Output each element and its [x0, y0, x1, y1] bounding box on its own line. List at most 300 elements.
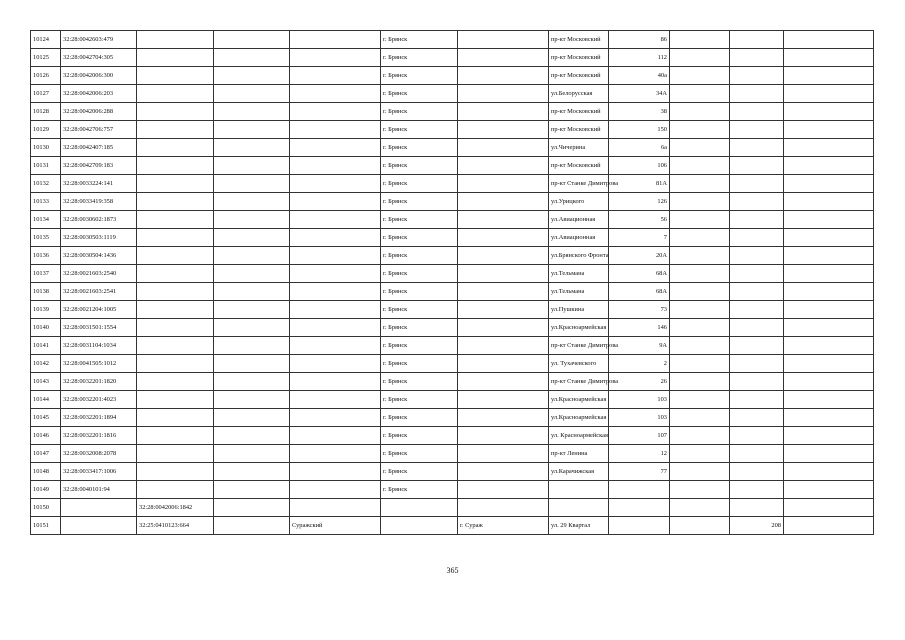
cell-settlement — [458, 193, 549, 211]
cell-cad: 32:28:0042603:479 — [61, 31, 137, 49]
cell-cad2 — [137, 31, 214, 49]
cell-district — [290, 193, 381, 211]
cell-house: 68А — [609, 283, 670, 301]
cell-empty — [784, 193, 874, 211]
table-row — [31, 157, 874, 175]
cell-cad2 — [137, 391, 214, 409]
cell-cad2 — [137, 301, 214, 319]
cell-cad: 32:28:0033419:358 — [61, 193, 137, 211]
cell-house: 106 — [609, 157, 670, 175]
cell-settlement — [458, 175, 549, 193]
cell-extra — [730, 85, 784, 103]
cell-settlement — [458, 409, 549, 427]
cell-empty — [670, 481, 730, 499]
cell-empty — [784, 31, 874, 49]
cell-cad2 — [137, 85, 214, 103]
cell-empty — [214, 463, 290, 481]
cell-cad: 32:28:0030504:1436 — [61, 247, 137, 265]
cell-cad: 32:28:0042407:185 — [61, 139, 137, 157]
cell-extra: 208 — [730, 517, 784, 535]
cell-extra — [730, 391, 784, 409]
cell-street: пр-кт Московский — [549, 49, 609, 67]
cell-city: г. Брянск — [381, 67, 458, 85]
cell-cad2 — [137, 157, 214, 175]
cell-empty — [784, 67, 874, 85]
cell-empty — [784, 175, 874, 193]
cell-extra — [730, 193, 784, 211]
cell-cad2 — [137, 139, 214, 157]
cell-cad: 32:28:0041505:1012 — [61, 355, 137, 373]
cell-empty — [670, 265, 730, 283]
cell-district — [290, 355, 381, 373]
table-row — [31, 481, 874, 499]
table-row — [31, 499, 874, 517]
cell-empty — [214, 103, 290, 121]
table-row — [31, 31, 874, 49]
cell-house: 6а — [609, 139, 670, 157]
cell-district — [290, 445, 381, 463]
cell-n: 10131 — [31, 157, 61, 175]
cell-house: 9А — [609, 337, 670, 355]
cell-settlement — [458, 67, 549, 85]
cell-empty — [784, 103, 874, 121]
cell-empty — [784, 355, 874, 373]
cell-house: 2 — [609, 355, 670, 373]
cell-extra — [730, 175, 784, 193]
cell-street: пр-кт Станке Димитрова — [549, 337, 609, 355]
cell-cad2 — [137, 193, 214, 211]
cell-empty — [670, 103, 730, 121]
cell-empty — [214, 247, 290, 265]
cell-cad: 32:28:0031104:1034 — [61, 337, 137, 355]
cell-district — [290, 211, 381, 229]
cell-extra — [730, 49, 784, 67]
cell-extra — [730, 355, 784, 373]
cell-district — [290, 283, 381, 301]
cell-city: г. Брянск — [381, 247, 458, 265]
cell-cad: 32:28:0033224:141 — [61, 175, 137, 193]
cell-street: ул. Тухачевского — [549, 355, 609, 373]
cell-house: 68А — [609, 265, 670, 283]
cell-cad: 32:28:0032201:1894 — [61, 409, 137, 427]
cell-cad2 — [137, 103, 214, 121]
cell-house: 146 — [609, 319, 670, 337]
cell-extra — [730, 301, 784, 319]
cell-extra — [730, 229, 784, 247]
cell-settlement — [458, 103, 549, 121]
cell-extra — [730, 265, 784, 283]
cell-n: 10137 — [31, 265, 61, 283]
cell-empty — [784, 157, 874, 175]
cell-cad2 — [137, 121, 214, 139]
cell-empty — [784, 373, 874, 391]
cell-cad: 32:28:0032201:1820 — [61, 373, 137, 391]
cell-settlement — [458, 211, 549, 229]
cell-city: г. Брянск — [381, 355, 458, 373]
cell-cad: 32:28:0040101:94 — [61, 481, 137, 499]
table-row — [31, 373, 874, 391]
cell-settlement — [458, 373, 549, 391]
cell-empty — [784, 49, 874, 67]
cell-city: г. Брянск — [381, 445, 458, 463]
cell-house — [609, 499, 670, 517]
cell-house: 77 — [609, 463, 670, 481]
cell-cad: 32:28:0042704:305 — [61, 49, 137, 67]
cell-settlement — [458, 265, 549, 283]
cell-n: 10144 — [31, 391, 61, 409]
cell-district — [290, 139, 381, 157]
table-row — [31, 85, 874, 103]
cell-cad: 32:28:0030602:1873 — [61, 211, 137, 229]
cell-house: 126 — [609, 193, 670, 211]
cell-extra — [730, 211, 784, 229]
cell-settlement — [458, 355, 549, 373]
cell-settlement — [458, 301, 549, 319]
cell-empty — [784, 481, 874, 499]
cell-empty — [670, 283, 730, 301]
cell-city — [381, 517, 458, 535]
cell-empty — [670, 247, 730, 265]
cell-district — [290, 265, 381, 283]
cell-empty — [214, 211, 290, 229]
cell-n: 10132 — [31, 175, 61, 193]
cell-empty — [214, 355, 290, 373]
cell-empty — [784, 409, 874, 427]
cell-district — [290, 319, 381, 337]
table-row — [31, 427, 874, 445]
cell-city: г. Брянск — [381, 193, 458, 211]
cell-street: ул.Тельмана — [549, 265, 609, 283]
cell-extra — [730, 445, 784, 463]
cell-empty — [214, 229, 290, 247]
cell-empty — [784, 427, 874, 445]
cell-cad: 32:28:0032201:1816 — [61, 427, 137, 445]
cell-city — [381, 499, 458, 517]
cell-cad2 — [137, 49, 214, 67]
cell-empty — [670, 337, 730, 355]
cell-house: 12 — [609, 445, 670, 463]
cell-house: 73 — [609, 301, 670, 319]
cell-cad: 32:28:0042006:203 — [61, 85, 137, 103]
cell-district — [290, 103, 381, 121]
table-row — [31, 283, 874, 301]
cell-empty — [214, 31, 290, 49]
cell-extra — [730, 157, 784, 175]
cell-settlement — [458, 283, 549, 301]
cell-empty — [670, 517, 730, 535]
table-row — [31, 193, 874, 211]
cell-cad — [61, 499, 137, 517]
table-row — [31, 265, 874, 283]
cell-empty — [670, 463, 730, 481]
cell-cad2 — [137, 355, 214, 373]
cell-settlement — [458, 445, 549, 463]
cell-empty — [784, 499, 874, 517]
cell-settlement — [458, 229, 549, 247]
cell-city: г. Брянск — [381, 283, 458, 301]
cell-street: ул.Красноармейская — [549, 391, 609, 409]
table-row — [31, 337, 874, 355]
cell-city: г. Брянск — [381, 337, 458, 355]
cell-settlement — [458, 31, 549, 49]
cell-empty — [670, 211, 730, 229]
cell-city: г. Брянск — [381, 409, 458, 427]
cell-city: г. Брянск — [381, 391, 458, 409]
cell-empty — [214, 283, 290, 301]
cell-city: г. Брянск — [381, 463, 458, 481]
cell-extra — [730, 499, 784, 517]
cell-n: 10150 — [31, 499, 61, 517]
cell-cad2 — [137, 463, 214, 481]
cell-n: 10133 — [31, 193, 61, 211]
table-row — [31, 67, 874, 85]
cell-n: 10127 — [31, 85, 61, 103]
cell-empty — [784, 445, 874, 463]
cell-city: г. Брянск — [381, 139, 458, 157]
table-row — [31, 121, 874, 139]
cell-cad: 32:28:0042006:288 — [61, 103, 137, 121]
cell-empty — [670, 319, 730, 337]
cell-empty — [670, 85, 730, 103]
cell-cad2: 32:28:0042006:1842 — [137, 499, 214, 517]
cell-district — [290, 31, 381, 49]
cell-street: ул. 29 Квартал — [549, 517, 609, 535]
cell-empty — [784, 211, 874, 229]
cell-empty — [784, 283, 874, 301]
table-row — [31, 391, 874, 409]
table-row — [31, 517, 874, 535]
cell-cad2: 32:25:0410123:664 — [137, 517, 214, 535]
cell-cad2 — [137, 481, 214, 499]
cell-house: 112 — [609, 49, 670, 67]
cell-empty — [214, 193, 290, 211]
cell-district — [290, 121, 381, 139]
cell-n: 10151 — [31, 517, 61, 535]
cell-n: 10136 — [31, 247, 61, 265]
cell-empty — [670, 301, 730, 319]
cell-empty — [670, 67, 730, 85]
cell-n: 10138 — [31, 283, 61, 301]
cell-n: 10124 — [31, 31, 61, 49]
cell-street: пр-кт Московский — [549, 121, 609, 139]
cell-empty — [670, 157, 730, 175]
cell-house: 38 — [609, 103, 670, 121]
cell-cad: 32:28:0042706:757 — [61, 121, 137, 139]
cell-settlement — [458, 247, 549, 265]
cell-settlement — [458, 427, 549, 445]
cell-street: ул.Карачижская — [549, 463, 609, 481]
cell-settlement — [458, 499, 549, 517]
cell-extra — [730, 373, 784, 391]
cell-cad2 — [137, 427, 214, 445]
cell-cad2 — [137, 283, 214, 301]
cell-n: 10130 — [31, 139, 61, 157]
cell-city: г. Брянск — [381, 157, 458, 175]
cell-cad: 32:28:0042006:300 — [61, 67, 137, 85]
cell-district — [290, 463, 381, 481]
register-table — [30, 30, 874, 535]
cell-empty — [214, 391, 290, 409]
cell-n: 10129 — [31, 121, 61, 139]
cell-n: 10146 — [31, 427, 61, 445]
cell-cad2 — [137, 409, 214, 427]
cell-empty — [214, 337, 290, 355]
cell-empty — [784, 463, 874, 481]
cell-city: г. Брянск — [381, 427, 458, 445]
cell-extra — [730, 121, 784, 139]
table-row — [31, 103, 874, 121]
cell-empty — [670, 391, 730, 409]
cell-extra — [730, 31, 784, 49]
table-row — [31, 211, 874, 229]
cell-street: ул.Авиационная — [549, 229, 609, 247]
cell-cad2 — [137, 265, 214, 283]
cell-cad2 — [137, 319, 214, 337]
cell-empty — [784, 517, 874, 535]
cell-street: ул.Красноармейская — [549, 319, 609, 337]
cell-empty — [670, 139, 730, 157]
cell-extra — [730, 283, 784, 301]
cell-street: ул.Чичерина — [549, 139, 609, 157]
cell-cad2 — [137, 67, 214, 85]
cell-empty — [214, 427, 290, 445]
cell-district: Суражский — [290, 517, 381, 535]
cell-street: пр-кт Станке Димитрова — [549, 175, 609, 193]
cell-district — [290, 175, 381, 193]
cell-n: 10140 — [31, 319, 61, 337]
cell-empty — [784, 85, 874, 103]
table-row — [31, 463, 874, 481]
cell-empty — [670, 373, 730, 391]
cell-cad2 — [137, 211, 214, 229]
table-row — [31, 49, 874, 67]
cell-cad: 32:28:0031501:1554 — [61, 319, 137, 337]
cell-settlement — [458, 139, 549, 157]
cell-cad: 32:28:0032008:2078 — [61, 445, 137, 463]
cell-settlement — [458, 319, 549, 337]
cell-n: 10128 — [31, 103, 61, 121]
cell-street: ул.Красноармейская — [549, 409, 609, 427]
cell-district — [290, 67, 381, 85]
cell-n: 10134 — [31, 211, 61, 229]
cell-street: пр-кт Московский — [549, 103, 609, 121]
cell-settlement — [458, 85, 549, 103]
cell-house — [609, 517, 670, 535]
table-row — [31, 445, 874, 463]
cell-empty — [670, 175, 730, 193]
cell-n: 10149 — [31, 481, 61, 499]
cell-empty — [214, 319, 290, 337]
cell-house: 56 — [609, 211, 670, 229]
table-row — [31, 409, 874, 427]
cell-empty — [214, 49, 290, 67]
cell-district — [290, 391, 381, 409]
cell-extra — [730, 409, 784, 427]
cell-cad2 — [137, 247, 214, 265]
cell-extra — [730, 463, 784, 481]
cell-cad: 32:28:0021204:1005 — [61, 301, 137, 319]
cell-empty — [670, 499, 730, 517]
cell-empty — [214, 301, 290, 319]
cell-city: г. Брянск — [381, 211, 458, 229]
cell-street: пр-кт Московский — [549, 31, 609, 49]
page-number: 365 — [446, 566, 459, 575]
cell-cad: 32:28:0042709:183 — [61, 157, 137, 175]
cell-city: г. Брянск — [381, 49, 458, 67]
cell-street: ул.Авиационная — [549, 211, 609, 229]
cell-house: 81А — [609, 175, 670, 193]
cell-extra — [730, 247, 784, 265]
cell-n: 10142 — [31, 355, 61, 373]
cell-settlement: г. Сураж — [458, 517, 549, 535]
cell-street: ул.Белорусская — [549, 85, 609, 103]
cell-street: пр-кт Московский — [549, 157, 609, 175]
cell-district — [290, 301, 381, 319]
cell-house: 150 — [609, 121, 670, 139]
cell-cad: 32:28:0030503:1119 — [61, 229, 137, 247]
cell-empty — [670, 409, 730, 427]
cell-city: г. Брянск — [381, 229, 458, 247]
cell-empty — [214, 517, 290, 535]
cell-city: г. Брянск — [381, 265, 458, 283]
cell-street: пр-кт Ленина — [549, 445, 609, 463]
cell-street: пр-кт Станке Димитрова — [549, 373, 609, 391]
cell-n: 10143 — [31, 373, 61, 391]
cell-settlement — [458, 463, 549, 481]
cell-street: ул.Брянского Фронта — [549, 247, 609, 265]
cell-house: 34А — [609, 85, 670, 103]
cell-cad: 32:28:0021603:2541 — [61, 283, 137, 301]
cell-settlement — [458, 337, 549, 355]
cell-house: 40а — [609, 67, 670, 85]
cell-street: ул.Пушкина — [549, 301, 609, 319]
cell-empty — [670, 355, 730, 373]
cell-settlement — [458, 157, 549, 175]
cell-n: 10135 — [31, 229, 61, 247]
cell-empty — [670, 445, 730, 463]
cell-n: 10139 — [31, 301, 61, 319]
cell-empty — [784, 265, 874, 283]
cell-empty — [214, 85, 290, 103]
cell-settlement — [458, 481, 549, 499]
cell-street — [549, 481, 609, 499]
cell-city: г. Брянск — [381, 85, 458, 103]
cell-district — [290, 409, 381, 427]
cell-city: г. Брянск — [381, 319, 458, 337]
cell-empty — [214, 139, 290, 157]
cell-n: 10147 — [31, 445, 61, 463]
cell-house: 26 — [609, 373, 670, 391]
cell-empty — [784, 319, 874, 337]
cell-extra — [730, 337, 784, 355]
cell-n: 10145 — [31, 409, 61, 427]
cell-city: г. Брянск — [381, 481, 458, 499]
cell-cad2 — [137, 337, 214, 355]
cell-extra — [730, 481, 784, 499]
cell-empty — [784, 247, 874, 265]
cell-city: г. Брянск — [381, 103, 458, 121]
cell-district — [290, 499, 381, 517]
table-row — [31, 355, 874, 373]
cell-district — [290, 247, 381, 265]
cell-house: 86 — [609, 31, 670, 49]
cell-empty — [214, 121, 290, 139]
cell-empty — [784, 301, 874, 319]
cell-cad2 — [137, 373, 214, 391]
cell-district — [290, 49, 381, 67]
cell-empty — [784, 229, 874, 247]
cell-settlement — [458, 391, 549, 409]
